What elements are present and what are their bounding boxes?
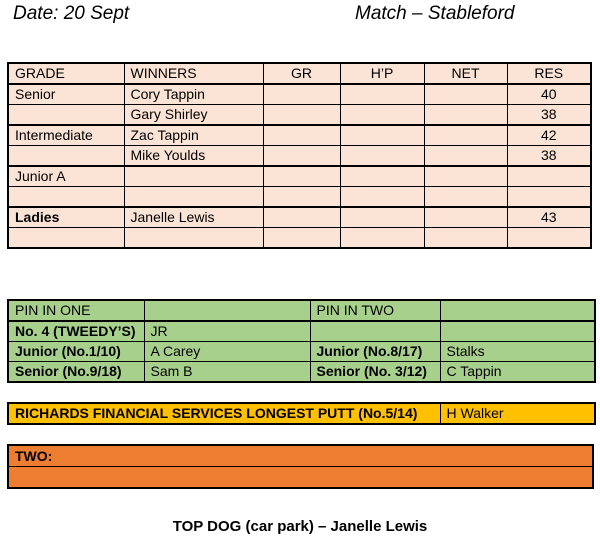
pin-winner: C Tappin [440,362,595,383]
pin-header-row [8,300,595,321]
hp-cell [340,187,424,208]
grade-cell: Senior [8,84,124,105]
net-cell [424,166,507,187]
net-cell [424,84,507,105]
gr-cell [263,84,340,105]
hp-cell [340,207,424,228]
pin-winner [440,321,595,342]
pin-hole-label: Senior (No.9/18) [8,362,144,383]
table-row [8,467,593,489]
table-row [8,166,591,187]
pin-in-one-label: PIN IN ONE [8,300,144,321]
pin-winner: Stalks [440,342,595,362]
pin-hole-label: Junior (No.1/10) [8,342,144,362]
winner-cell: Cory Tappin [124,84,263,105]
col-gr-header: GR [263,63,340,84]
pin-in-two-label: PIN IN TWO [310,300,440,321]
table-row [8,84,591,105]
table-row [8,146,591,167]
pin-winner: Sam B [144,362,310,383]
results-table [7,62,592,249]
two-cell [8,467,593,489]
results-header-row [8,63,591,84]
table-row [8,342,595,362]
pin-hole-label: Senior (No. 3/12) [310,362,440,383]
pin-hole-label: Junior (No.8/17) [310,342,440,362]
gr-cell [263,187,340,208]
gr-cell [263,166,340,187]
winner-cell [124,187,263,208]
col-hp-header: H’P [340,63,424,84]
winner-cell [124,166,263,187]
grade-cell [8,187,124,208]
hp-cell [340,105,424,126]
table-row [8,187,591,208]
longest-putt-table [7,402,596,425]
longest-putt-winner: H Walker [440,403,595,424]
pin-hole-label: No. 4 (TWEEDY’S) [8,321,144,342]
table-row [8,362,595,383]
hp-cell [340,146,424,167]
col-net-header: NET [424,63,507,84]
grade-cell: Ladies [8,207,124,228]
col-grade-header: GRADE [8,63,124,84]
res-cell [507,228,591,249]
hp-cell [340,84,424,105]
pin-cell [440,300,595,321]
col-res-header: RES [507,63,591,84]
winner-cell: Janelle Lewis [124,207,263,228]
res-cell [507,166,591,187]
gr-cell [263,105,340,126]
pin-winner: A Carey [144,342,310,362]
table-row [8,207,591,228]
winner-cell: Gary Shirley [124,105,263,126]
longest-putt-label: RICHARDS FINANCIAL SERVICES LONGEST PUTT (No.5/14) [8,403,440,424]
hp-cell [340,228,424,249]
winner-cell: Mike Youlds [124,146,263,167]
gr-cell [263,125,340,146]
pin-table [7,299,596,383]
pin-winner: JR [144,321,310,342]
two-label: TWO: [8,445,593,467]
table-row [8,228,591,249]
gr-cell [263,228,340,249]
pin-hole-label [310,321,440,342]
net-cell [424,207,507,228]
table-row [8,125,591,146]
res-cell: 43 [507,207,591,228]
grade-cell: Intermediate [8,125,124,146]
top-dog-line: TOP DOG (car park) – Janelle Lewis [172,518,428,535]
net-cell [424,228,507,249]
winner-cell [124,228,263,249]
gr-cell [263,146,340,167]
col-winners-header: WINNERS [124,63,263,84]
hp-cell [340,166,424,187]
net-cell [424,146,507,167]
res-cell [507,187,591,208]
pin-cell [144,300,310,321]
res-cell: 40 [507,84,591,105]
grade-cell [8,228,124,249]
table-row [8,445,593,467]
net-cell [424,187,507,208]
table-row [8,403,595,424]
date-heading: Date: 20 Sept [13,3,130,24]
winner-cell: Zac Tappin [124,125,263,146]
grade-cell [8,146,124,167]
gr-cell [263,207,340,228]
grade-cell: Junior A [8,166,124,187]
table-row [8,321,595,342]
hp-cell [340,125,424,146]
two-table [7,444,594,489]
res-cell: 42 [507,125,591,146]
res-cell: 38 [507,146,591,167]
match-heading: Match – Stableford [355,3,515,24]
table-row [8,105,591,126]
net-cell [424,105,507,126]
net-cell [424,125,507,146]
res-cell: 38 [507,105,591,126]
grade-cell [8,105,124,126]
